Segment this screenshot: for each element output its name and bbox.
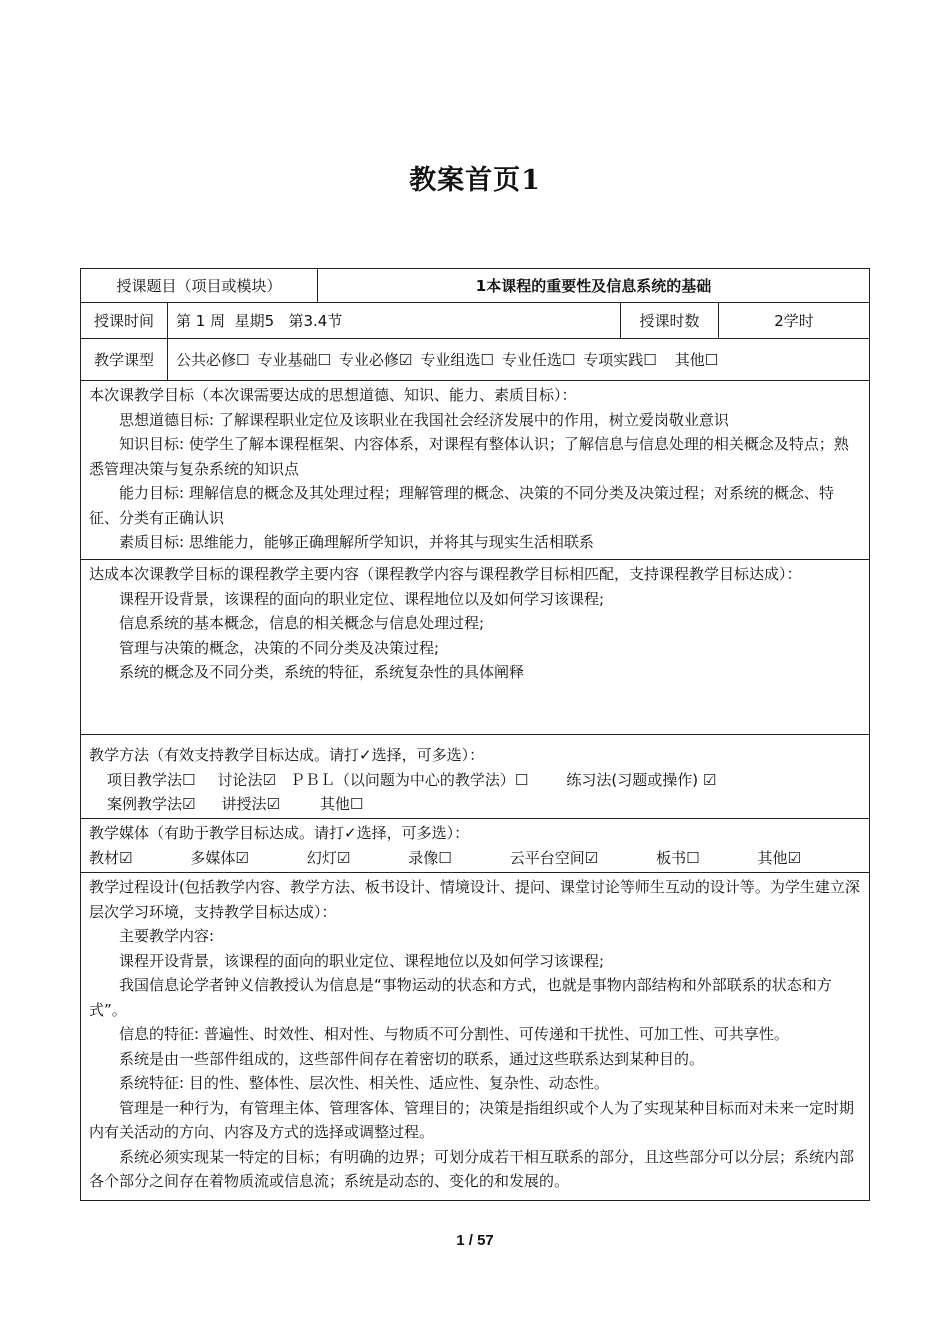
objective-item: 素质目标: 思维能力，能够正确理解所学知识，并将其与现实生活相联系 xyxy=(119,533,594,551)
content-item: 系统的概念及不同分类，系统的特征，系统复杂性的具体阐释 xyxy=(119,663,525,681)
media-options xyxy=(89,846,861,871)
media-option[interactable]: 多媒体☑ xyxy=(190,848,249,867)
topic-value: 1本课程的重要性及信息系统的基础 xyxy=(317,269,869,302)
course-type-option[interactable]: 专业基础☐ xyxy=(257,351,331,369)
process-heading: 教学过程设计(包括教学内容、教学方法、板书设计、情境设计、提问、课堂讨论等师生互动的设计等。为学生建立深层次学习环境，支持教学目标达成）： xyxy=(89,878,860,921)
course-type-options xyxy=(167,339,869,380)
page-number: 1 / 57 xyxy=(456,1232,494,1249)
course-type-option[interactable]: 公共必修☐ xyxy=(176,351,250,369)
course-type-row xyxy=(81,339,869,381)
media-option[interactable]: 云平台空间☑ xyxy=(509,848,599,867)
media-option[interactable]: 其他☑ xyxy=(757,848,801,867)
topic-label: 授课题目（项目或模块） xyxy=(116,277,282,295)
objectives-block xyxy=(81,381,869,559)
process-item: 系统是由一些部件组成的，这些部件间存在着密切的联系，通过这些联系达到某种目的。 xyxy=(119,1049,705,1068)
process-item: 信息的特征: 普遍性、时效性、相对性、与物质不可分割性、可传递和干扰性、可加工性、可共享性。 xyxy=(119,1025,789,1043)
course-type-option[interactable]: 专业组选☐ xyxy=(420,351,494,369)
content-item: 信息系统的基本概念，信息的相关概念与信息处理过程; xyxy=(119,614,485,632)
method-option[interactable]: 讨论法☑ xyxy=(217,770,276,789)
methods-heading: 教学方法（有效支持教学目标达成。请打✓选择，可多选）： xyxy=(89,746,485,764)
topic-row xyxy=(81,269,869,303)
process-block xyxy=(81,873,869,1200)
media-heading: 教学媒体（有助于教学目标达成。请打✓选择，可多选）： xyxy=(89,824,470,842)
course-type-option[interactable]: 其他☐ xyxy=(674,351,719,369)
media-section xyxy=(81,819,869,873)
media-block xyxy=(81,819,869,872)
process-item: 系统特征: 目的性、整体性、层次性、相关性、适应性、复杂性、动态性。 xyxy=(119,1074,609,1092)
media-option[interactable]: 录像☐ xyxy=(408,848,452,867)
methods-line-2 xyxy=(89,792,861,817)
content-item: 课程开设背景，该课程的面向的职业定位、课程地位以及如何学习该课程; xyxy=(119,589,605,608)
methods-section xyxy=(81,735,869,819)
media-option[interactable]: 板书☐ xyxy=(656,848,700,867)
objectives-heading: 本次课教学目标（本次课需要达成的思想道德、知识、能力、素质目标）： xyxy=(89,386,577,404)
course-type-option[interactable]: 专业必修☑ xyxy=(338,351,413,369)
method-option[interactable]: ＰＢＬ（以问题为中心的教学法）☐ xyxy=(289,770,529,789)
objective-item: 知识目标: 使学生了解本课程框架、内容体系，对课程有整体认识；了解信息与信息处理的相关概念及特点；熟悉管理决策与复杂系统的知识点 xyxy=(89,435,849,478)
hours-label: 授课时数 xyxy=(620,303,718,338)
process-item: 课程开设背景，该课程的面向的职业定位、课程地位以及如何学习该课程; xyxy=(119,951,605,970)
hours-value: 2学时 xyxy=(718,303,869,338)
methods-line-1 xyxy=(89,768,861,793)
method-option[interactable]: 练习法(习题或操作) ☑ xyxy=(566,770,717,789)
course-type-option[interactable]: 专业任选☐ xyxy=(501,351,576,369)
content-section xyxy=(81,560,869,735)
content-block xyxy=(81,560,869,734)
time-row xyxy=(81,303,869,339)
media-option[interactable]: 教材☑ xyxy=(89,848,133,867)
time-label: 授课时间 xyxy=(93,312,154,330)
process-item: 系统必须实现某一特定的目标；有明确的边界；可划分成若干相互联系的部分，且这些部分可以分层；系统内部各个部分之间存在着物质流或信息流；系统是动态的、变化的和发展的。 xyxy=(89,1147,855,1190)
method-option[interactable]: 其他☐ xyxy=(319,795,364,813)
time-value: 第 1 周 星期5 第3.4节 xyxy=(167,303,620,338)
method-option[interactable]: 项目教学法☐ xyxy=(107,770,196,789)
method-option[interactable]: 案例教学法☑ xyxy=(107,795,196,813)
process-item: 主要教学内容: xyxy=(119,927,215,945)
method-option[interactable]: 讲授法☑ xyxy=(221,795,280,813)
objectives-section xyxy=(81,381,869,560)
objective-item: 能力目标: 理解信息的概念及其处理过程；理解管理的概念、决策的不同分类及决策过程；对系统的概念、特征、分类有正确认识 xyxy=(89,484,834,527)
course-type-option[interactable]: 专项实践☐ xyxy=(583,351,657,369)
page-title: 教案首页1 xyxy=(409,165,541,196)
lesson-plan-table xyxy=(80,268,870,1201)
content-heading: 达成本次课教学目标的课程教学主要内容（课程教学内容与课程教学目标相匹配，支持课程教学目标达成）： xyxy=(89,565,802,583)
process-item: 我国信息论学者钟义信教授认为信息是“事物运动的状态和方式，也就是事物内部结构和外部联系的状态和方式”。 xyxy=(89,976,832,1019)
methods-block xyxy=(81,735,869,818)
course-type-label: 教学课型 xyxy=(93,351,154,369)
process-item: 管理是一种行为，有管理主体、管理客体、管理目的；决策是指组织或个人为了实现某种目标而对未来一定时期内有关活动的方向、内容及方式的选择或调整过程。 xyxy=(89,1098,855,1141)
media-option[interactable]: 幻灯☑ xyxy=(306,848,351,867)
objective-item: 思想道德目标: 了解课程职业定位及该职业在我国社会经济发展中的作用，树立爱岗敬业意识 xyxy=(119,410,729,429)
process-section xyxy=(81,873,869,1200)
content-item: 管理与决策的概念，决策的不同分类及决策过程; xyxy=(119,638,440,657)
